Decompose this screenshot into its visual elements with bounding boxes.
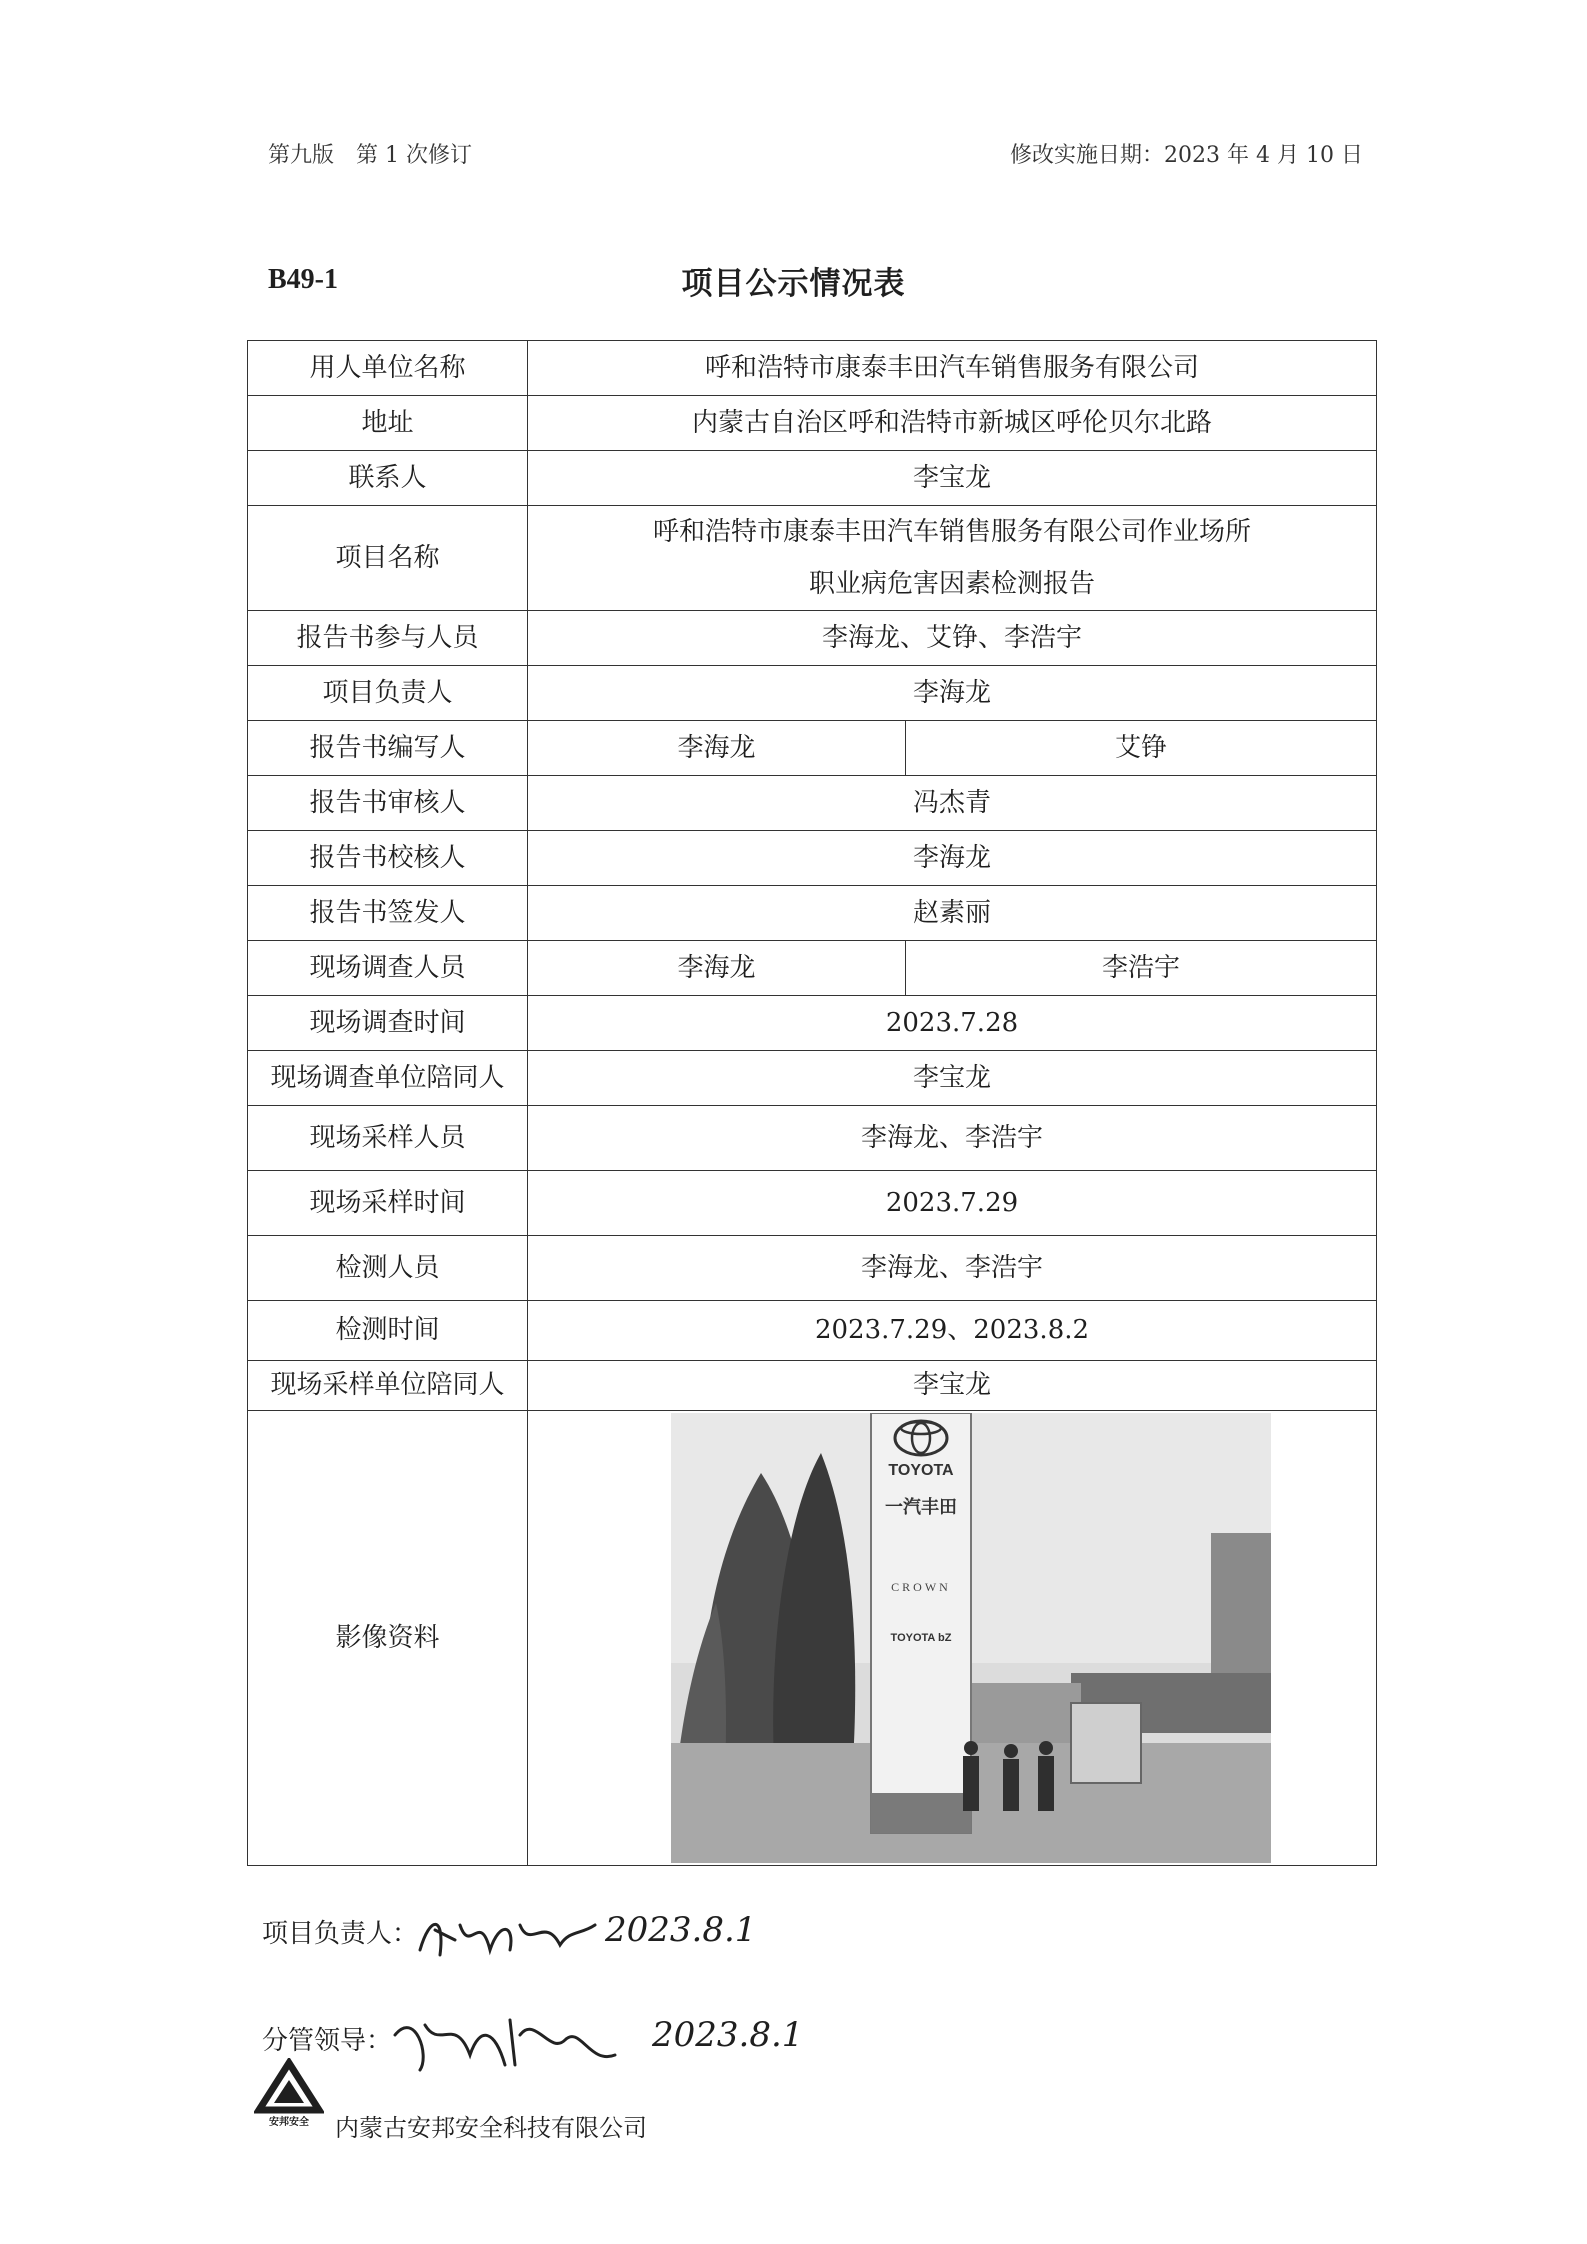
row-value-a: 李海龙 xyxy=(528,721,906,776)
row-label: 报告书编写人 xyxy=(248,721,528,776)
row-label: 用人单位名称 xyxy=(248,341,528,396)
row-label: 项目负责人 xyxy=(248,666,528,721)
people-figures xyxy=(963,1741,1054,1811)
row-label: 地址 xyxy=(248,396,528,451)
row-label: 影像资料 xyxy=(248,1411,528,1866)
table-row xyxy=(248,1301,1377,1361)
manager-date: 2023.8.1 xyxy=(652,2015,804,2055)
table-row xyxy=(248,451,1377,506)
logo-text: 安邦安全 xyxy=(269,2117,309,2128)
row-label: 检测人员 xyxy=(248,1236,528,1301)
company-name: 内蒙古安邦安全科技有限公司 xyxy=(335,2114,647,2142)
table-row xyxy=(248,1171,1377,1236)
table-row xyxy=(248,831,1377,886)
manager-signature xyxy=(385,1995,625,2085)
photo-brand-text: TOYOTA xyxy=(888,1462,954,1479)
row-label: 现场调查人员 xyxy=(248,941,528,996)
table-row xyxy=(248,941,1377,996)
manager-signature-row xyxy=(262,2020,392,2057)
photo-cell xyxy=(528,1411,1377,1866)
row-value: 李宝龙 xyxy=(528,1051,1377,1106)
table-row xyxy=(248,1051,1377,1106)
row-value: 李宝龙 xyxy=(528,1361,1377,1411)
project-lead-signature-row xyxy=(262,1913,418,1950)
photo-brand-cn-text: 一汽丰田 xyxy=(885,1497,957,1518)
company-logo xyxy=(254,2058,324,2132)
row-label: 报告书参与人员 xyxy=(248,611,528,666)
row-value: 内蒙古自治区呼和浩特市新城区呼伦贝尔北路 xyxy=(528,396,1377,451)
table-row xyxy=(248,666,1377,721)
row-label: 现场采样单位陪同人 xyxy=(248,1361,528,1411)
table-row xyxy=(248,996,1377,1051)
row-label: 联系人 xyxy=(248,451,528,506)
row-value-b: 李浩宇 xyxy=(906,941,1377,996)
row-label: 现场采样人员 xyxy=(248,1106,528,1171)
table-row xyxy=(248,886,1377,941)
project-name-line-2: 职业病危害因素检测报告 xyxy=(808,569,1095,599)
row-value: 2023.7.29、2023.8.2 xyxy=(528,1301,1377,1361)
project-lead-date: 2023.8.1 xyxy=(605,1910,757,1950)
row-value: 李海龙、李浩宇 xyxy=(528,1236,1377,1301)
disclosure-table xyxy=(247,340,1377,1866)
row-value: 冯杰青 xyxy=(528,776,1377,831)
header-effective-date: 修改实施日期：2023 年 4 月 10 日 xyxy=(1010,143,1363,168)
row-value: 李宝龙 xyxy=(528,451,1377,506)
row-label: 报告书审核人 xyxy=(248,776,528,831)
table-row xyxy=(248,1411,1377,1866)
site-photo-image xyxy=(671,1413,1271,1863)
row-value: 2023.7.29 xyxy=(528,1171,1377,1236)
row-label: 现场调查单位陪同人 xyxy=(248,1051,528,1106)
table-row xyxy=(248,776,1377,831)
photo-model-text: TOYOTA bZ xyxy=(890,1632,952,1644)
photo-crown-text: CROWN xyxy=(891,1580,951,1594)
row-label: 项目名称 xyxy=(248,506,528,611)
table-row xyxy=(248,1361,1377,1411)
table-row xyxy=(248,396,1377,451)
row-label: 报告书校核人 xyxy=(248,831,528,886)
row-value: 李海龙、李浩宇 xyxy=(528,1106,1377,1171)
row-value-a: 李海龙 xyxy=(528,941,906,996)
row-label: 现场采样时间 xyxy=(248,1171,528,1236)
row-label: 现场调查时间 xyxy=(248,996,528,1051)
project-name-line-1: 呼和浩特市康泰丰田汽车销售服务有限公司作业场所 xyxy=(652,517,1251,547)
table-row xyxy=(248,611,1377,666)
row-value: 李海龙 xyxy=(528,831,1377,886)
site-photo xyxy=(528,1413,1378,1863)
page-title: 项目公示情况表 xyxy=(681,266,906,302)
project-lead-label: 项目负责人： xyxy=(262,1919,419,1949)
table-row xyxy=(248,721,1377,776)
row-value: 呼和浩特市康泰丰田汽车销售服务有限公司 xyxy=(528,341,1377,396)
row-value: 李海龙、艾铮、李浩宇 xyxy=(528,611,1377,666)
manager-label: 分管领导： xyxy=(262,2026,393,2056)
table-row xyxy=(248,1106,1377,1171)
row-value: 赵素丽 xyxy=(528,886,1377,941)
row-value: 李海龙 xyxy=(528,666,1377,721)
row-value xyxy=(528,506,1377,611)
document-code: B49-1 xyxy=(268,264,338,295)
row-value-b: 艾铮 xyxy=(906,721,1377,776)
row-label: 报告书签发人 xyxy=(248,886,528,941)
row-value: 2023.7.28 xyxy=(528,996,1377,1051)
table-row xyxy=(248,506,1377,611)
project-lead-signature xyxy=(410,1895,610,1975)
row-label: 检测时间 xyxy=(248,1301,528,1361)
anbang-logo-icon xyxy=(254,2058,324,2128)
header-version: 第九版 第 1 次修订 xyxy=(268,143,472,168)
table-row xyxy=(248,1236,1377,1301)
table-row xyxy=(248,341,1377,396)
